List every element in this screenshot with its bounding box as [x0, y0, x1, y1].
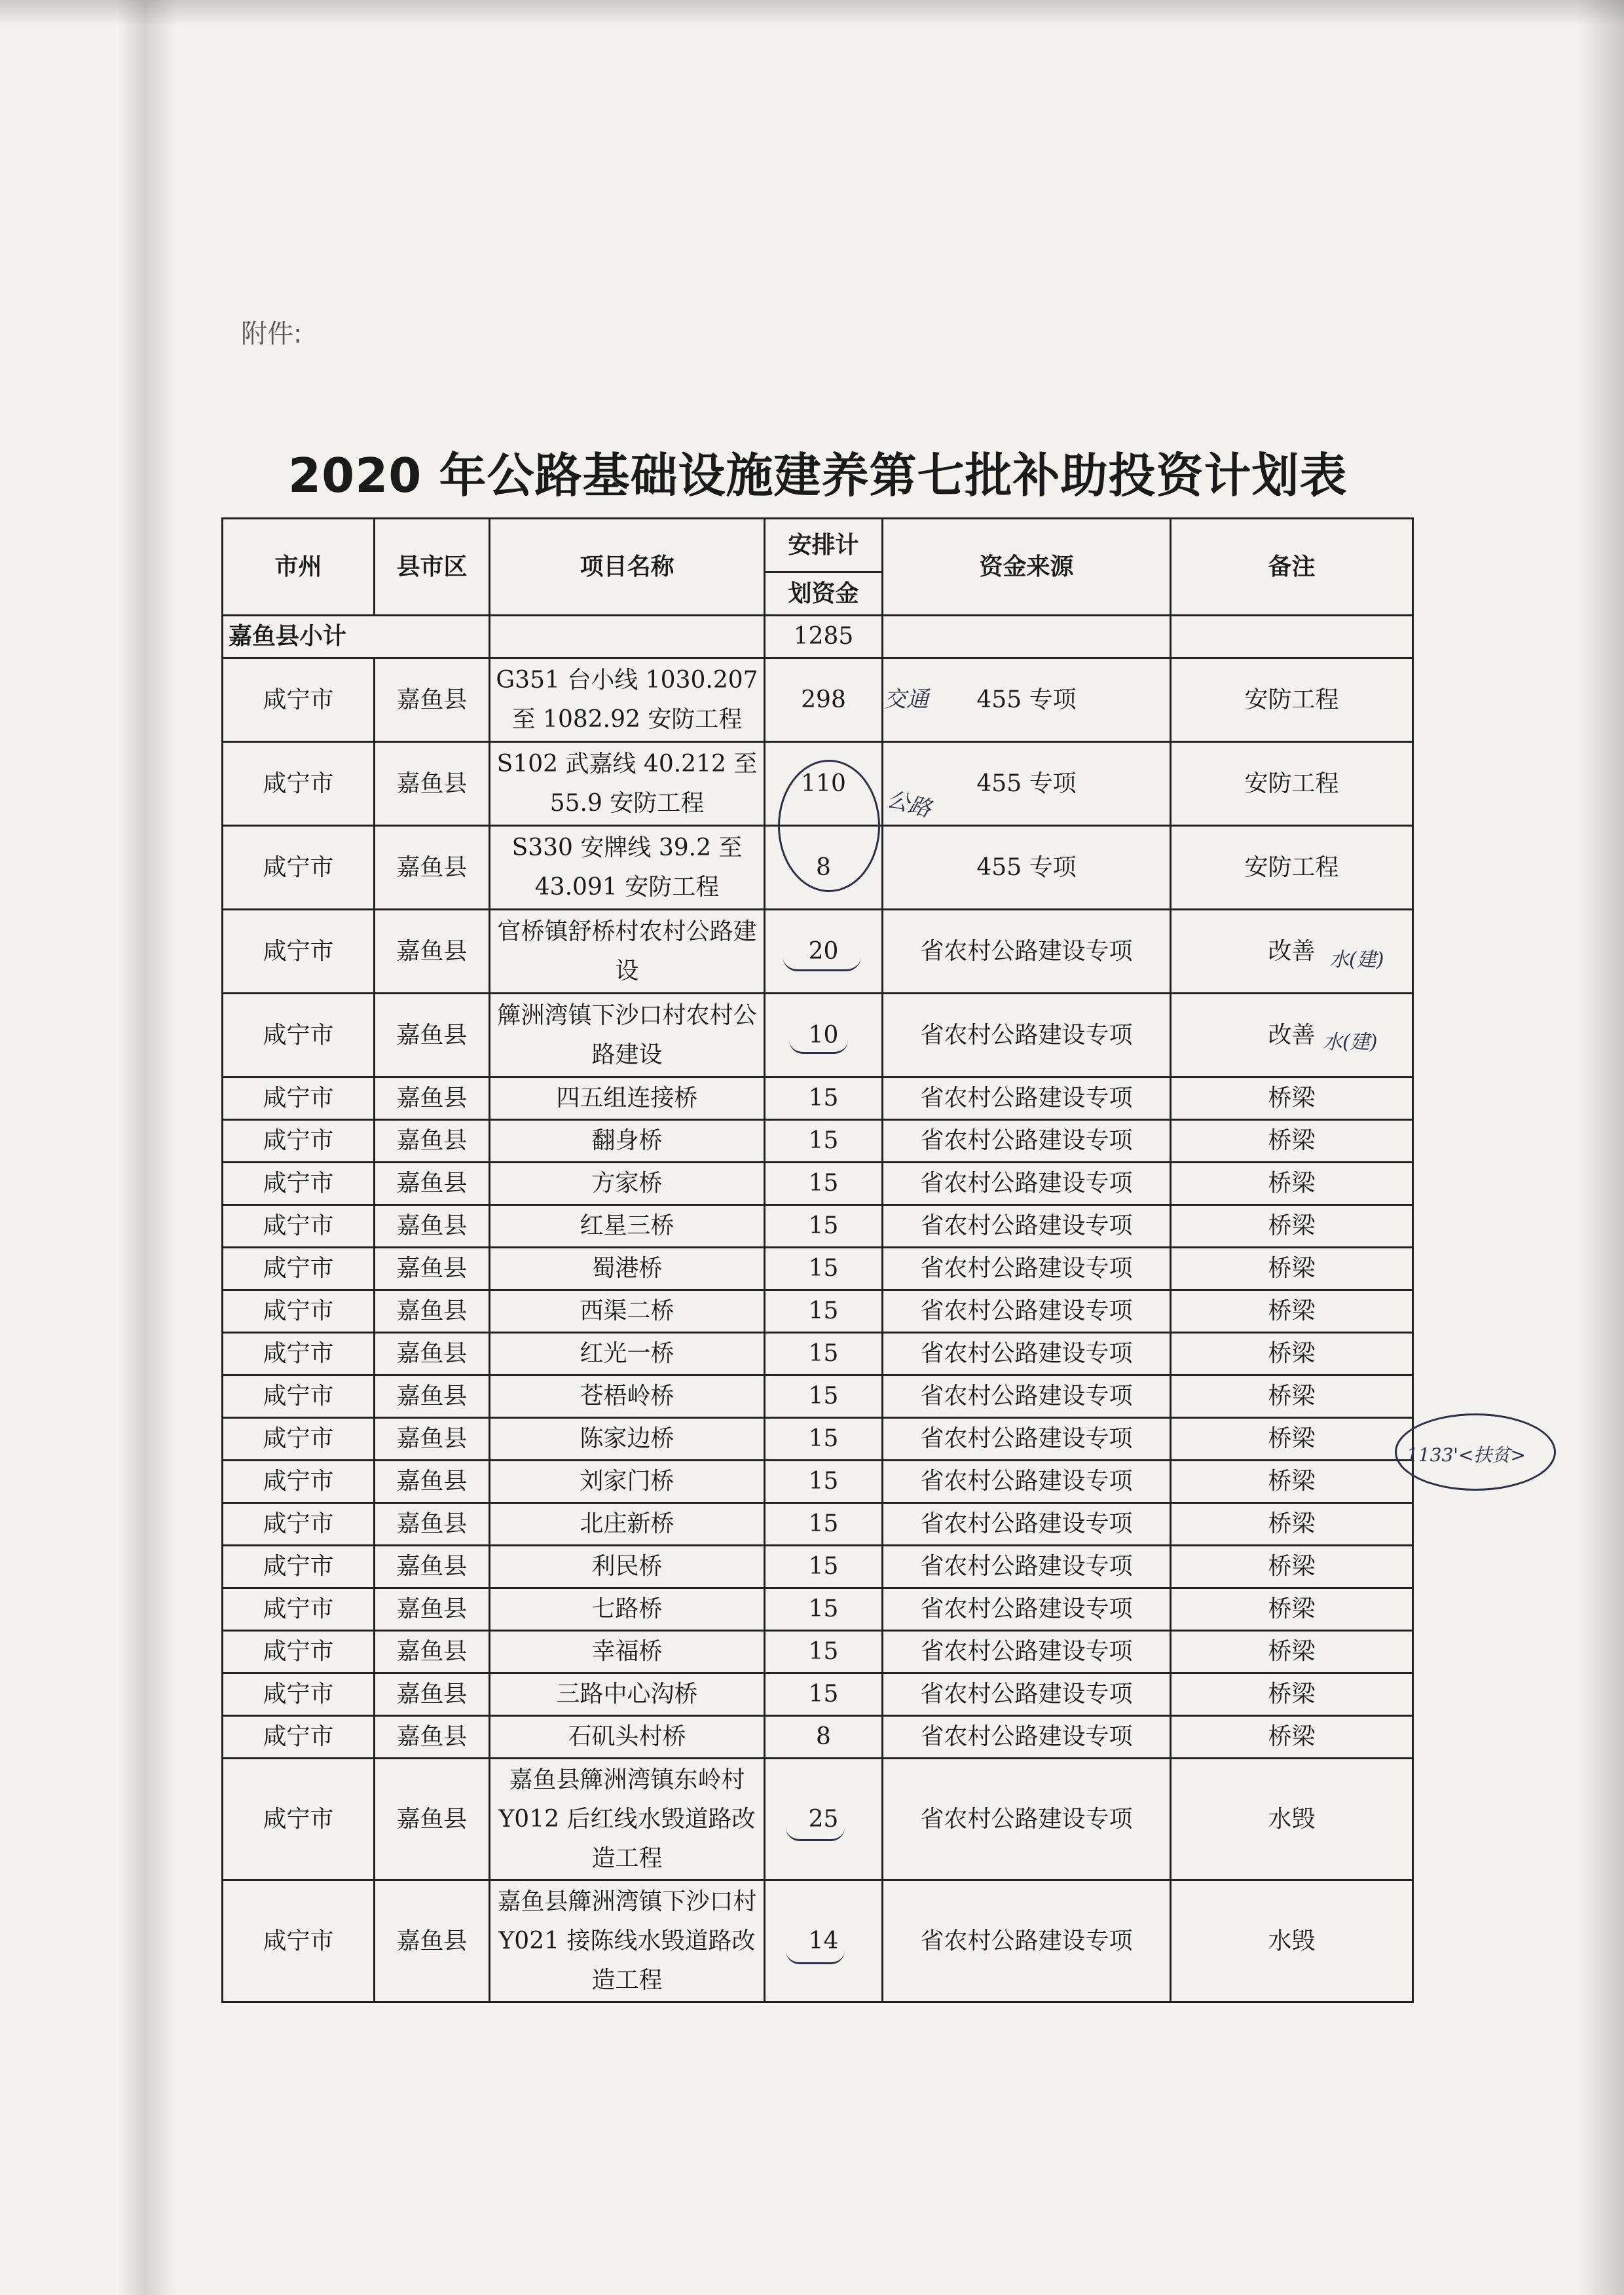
cell-remark: 桥梁	[1171, 1461, 1413, 1503]
table-row	[223, 1120, 1413, 1163]
header-county: 县市区	[375, 519, 490, 616]
cell-project: 苍梧岭桥	[490, 1375, 765, 1418]
cell-county: 嘉鱼县	[375, 1588, 490, 1631]
cell-source: 省农村公路建设专项	[883, 1205, 1171, 1248]
cell-source: 省农村公路建设专项	[883, 1077, 1171, 1120]
cell-source: 省农村公路建设专项	[883, 1880, 1171, 2002]
subtotal-label: 嘉鱼县小计	[223, 616, 490, 658]
cell-remark: 桥梁	[1171, 1248, 1413, 1290]
cell-city: 咸宁市	[223, 1120, 375, 1163]
cell-amount: 8	[765, 826, 883, 910]
cell-amount: 25	[765, 1759, 883, 1880]
cell-remark: 安防工程	[1171, 658, 1413, 742]
cell-amount: 15	[765, 1588, 883, 1631]
cell-project: 嘉鱼县簰洲湾镇下沙口村 Y021 接陈线水毁道路改造工程	[490, 1880, 765, 2002]
cell-remark: 水毁	[1171, 1880, 1413, 2002]
cell-amount: 15	[765, 1461, 883, 1503]
investment-plan-table	[221, 517, 1414, 2003]
table-row	[223, 1880, 1413, 2002]
cell-remark: 桥梁	[1171, 1120, 1413, 1163]
cell-county: 嘉鱼县	[375, 1290, 490, 1333]
cell-remark: 桥梁	[1171, 1631, 1413, 1673]
cell-source: 省农村公路建设专项	[883, 1631, 1171, 1673]
subtotal-amount: 1285	[765, 616, 883, 658]
cell-amount: 15	[765, 1077, 883, 1120]
cell-city: 咸宁市	[223, 658, 375, 742]
cell-project: S102 武嘉线 40.212 至 55.9 安防工程	[490, 742, 765, 826]
cell-city: 咸宁市	[223, 1461, 375, 1503]
cell-project: 利民桥	[490, 1546, 765, 1588]
cell-city: 咸宁市	[223, 1375, 375, 1418]
table-row	[223, 1631, 1413, 1673]
table-row	[223, 1546, 1413, 1588]
handwritten-underline-20	[783, 956, 861, 971]
table-row	[223, 1248, 1413, 1290]
cell-project: 西渠二桥	[490, 1290, 765, 1333]
handwritten-note-row1: 交通	[884, 686, 929, 713]
cell-county: 嘉鱼县	[375, 658, 490, 742]
cell-county: 嘉鱼县	[375, 1205, 490, 1248]
cell-source: 455 专项	[883, 742, 1171, 826]
cell-county: 嘉鱼县	[375, 826, 490, 910]
cell-remark: 桥梁	[1171, 1163, 1413, 1205]
header-project: 项目名称	[490, 519, 765, 616]
table-row	[223, 1759, 1413, 1880]
cell-source: 省农村公路建设专项	[883, 1503, 1171, 1546]
cell-remark: 桥梁	[1171, 1673, 1413, 1716]
cell-city: 咸宁市	[223, 1418, 375, 1461]
cell-amount: 15	[765, 1163, 883, 1205]
cell-project: S330 安牌线 39.2 至 43.091 安防工程	[490, 826, 765, 910]
scan-shadow-right	[1578, 0, 1624, 2295]
cell-source: 省农村公路建设专项	[883, 1759, 1171, 1880]
cell-county: 嘉鱼县	[375, 1546, 490, 1588]
handwritten-margin-note: 1133'<扶贫>	[1407, 1444, 1526, 1466]
header-city: 市州	[223, 519, 375, 616]
cell-amount: 8	[765, 1716, 883, 1759]
cell-remark: 水毁	[1171, 1759, 1413, 1880]
cell-amount: 15	[765, 1205, 883, 1248]
cell-project: 北庄新桥	[490, 1503, 765, 1546]
table-row	[223, 1163, 1413, 1205]
cell-county: 嘉鱼县	[375, 1418, 490, 1461]
cell-city: 咸宁市	[223, 1333, 375, 1375]
cell-project: 红光一桥	[490, 1333, 765, 1375]
attachment-label: 附件:	[241, 319, 303, 349]
cell-city: 咸宁市	[223, 1673, 375, 1716]
cell-city: 咸宁市	[223, 1546, 375, 1588]
cell-city: 咸宁市	[223, 1716, 375, 1759]
cell-remark: 桥梁	[1171, 1418, 1413, 1461]
scan-shadow-left	[118, 0, 177, 2295]
cell-project: 石矶头村桥	[490, 1716, 765, 1759]
table-row	[223, 1333, 1413, 1375]
cell-source: 省农村公路建设专项	[883, 1375, 1171, 1418]
cell-city: 咸宁市	[223, 1248, 375, 1290]
cell-remark: 桥梁	[1171, 1077, 1413, 1120]
cell-remark: 桥梁	[1171, 1716, 1413, 1759]
cell-source: 455 专项	[883, 826, 1171, 910]
table-row	[223, 1716, 1413, 1759]
cell-remark: 桥梁	[1171, 1546, 1413, 1588]
cell-city: 咸宁市	[223, 910, 375, 994]
cell-remark: 桥梁	[1171, 1588, 1413, 1631]
cell-county: 嘉鱼县	[375, 994, 490, 1077]
table-row	[223, 1503, 1413, 1546]
cell-amount: 110	[765, 742, 883, 826]
cell-amount: 15	[765, 1290, 883, 1333]
cell-project: 官桥镇舒桥村农村公路建设	[490, 910, 765, 994]
cell-county: 嘉鱼县	[375, 1163, 490, 1205]
handwritten-underline-25	[786, 1827, 845, 1841]
handwritten-circle	[778, 760, 880, 892]
cell-source: 省农村公路建设专项	[883, 1673, 1171, 1716]
handwritten-note-remark4: 水(建)	[1329, 948, 1384, 971]
cell-county: 嘉鱼县	[375, 1880, 490, 2002]
cell-amount: 15	[765, 1546, 883, 1588]
cell-county: 嘉鱼县	[375, 1333, 490, 1375]
cell-city: 咸宁市	[223, 742, 375, 826]
cell-amount: 15	[765, 1418, 883, 1461]
cell-source: 省农村公路建设专项	[883, 1163, 1171, 1205]
cell-source: 省农村公路建设专项	[883, 1290, 1171, 1333]
handwritten-underline-10	[789, 1040, 848, 1054]
cell-project: 幸福桥	[490, 1631, 765, 1673]
cell-project: 三路中心沟桥	[490, 1673, 765, 1716]
cell-remark: 桥梁	[1171, 1503, 1413, 1546]
table-row	[223, 1290, 1413, 1333]
cell-city: 咸宁市	[223, 1290, 375, 1333]
cell-source: 省农村公路建设专项	[883, 1418, 1171, 1461]
handwritten-note-row2: 公路	[884, 785, 934, 823]
cell-project: 方家桥	[490, 1163, 765, 1205]
cell-amount: 15	[765, 1248, 883, 1290]
subtotal-empty-source	[883, 616, 1171, 658]
cell-project: 蜀港桥	[490, 1248, 765, 1290]
cell-county: 嘉鱼县	[375, 1716, 490, 1759]
cell-county: 嘉鱼县	[375, 1248, 490, 1290]
scan-shadow-top	[0, 0, 1624, 26]
cell-source: 省农村公路建设专项	[883, 994, 1171, 1077]
table-row	[223, 994, 1413, 1077]
table-row	[223, 1077, 1413, 1120]
handwritten-note-remark5: 水(建)	[1323, 1031, 1378, 1054]
cell-source: 455 专项	[883, 658, 1171, 742]
header-row	[223, 519, 1413, 572]
cell-remark: 改善	[1171, 910, 1413, 994]
document-title: 2020 年公路基础设施建养第七批补助投资计划表	[288, 448, 1348, 503]
cell-amount: 15	[765, 1375, 883, 1418]
cell-remark: 桥梁	[1171, 1205, 1413, 1248]
table-row	[223, 1461, 1413, 1503]
cell-county: 嘉鱼县	[375, 742, 490, 826]
cell-city: 咸宁市	[223, 826, 375, 910]
cell-county: 嘉鱼县	[375, 1120, 490, 1163]
handwritten-underline-14	[786, 1950, 845, 1964]
table-row	[223, 1673, 1413, 1716]
cell-county: 嘉鱼县	[375, 1461, 490, 1503]
cell-project: 红星三桥	[490, 1205, 765, 1248]
header-amount-line1: 安排计	[765, 519, 883, 572]
cell-source: 省农村公路建设专项	[883, 1461, 1171, 1503]
cell-county: 嘉鱼县	[375, 1673, 490, 1716]
cell-city: 咸宁市	[223, 1163, 375, 1205]
cell-source: 省农村公路建设专项	[883, 1588, 1171, 1631]
table-row	[223, 1588, 1413, 1631]
cell-amount: 15	[765, 1120, 883, 1163]
cell-remark: 桥梁	[1171, 1375, 1413, 1418]
cell-amount: 10	[765, 994, 883, 1077]
cell-remark: 桥梁	[1171, 1290, 1413, 1333]
cell-project: 四五组连接桥	[490, 1077, 765, 1120]
cell-county: 嘉鱼县	[375, 910, 490, 994]
cell-project: 嘉鱼县簰洲湾镇东岭村 Y012 后红线水毁道路改造工程	[490, 1759, 765, 1880]
table-row	[223, 1375, 1413, 1418]
cell-project: 刘家门桥	[490, 1461, 765, 1503]
table-row	[223, 1205, 1413, 1248]
cell-remark: 安防工程	[1171, 742, 1413, 826]
cell-project: 七路桥	[490, 1588, 765, 1631]
cell-source: 省农村公路建设专项	[883, 1120, 1171, 1163]
subtotal-row	[223, 616, 1413, 658]
cell-city: 咸宁市	[223, 1503, 375, 1546]
header-amount-line2: 划资金	[765, 572, 883, 616]
cell-city: 咸宁市	[223, 1759, 375, 1880]
cell-city: 咸宁市	[223, 1077, 375, 1120]
cell-source: 省农村公路建设专项	[883, 1716, 1171, 1759]
cell-remark: 桥梁	[1171, 1333, 1413, 1375]
cell-city: 咸宁市	[223, 1631, 375, 1673]
cell-source: 省农村公路建设专项	[883, 1248, 1171, 1290]
cell-amount: 298	[765, 658, 883, 742]
table-row	[223, 910, 1413, 994]
subtotal-empty-project	[490, 616, 765, 658]
cell-amount: 15	[765, 1631, 883, 1673]
cell-amount: 15	[765, 1333, 883, 1375]
cell-city: 咸宁市	[223, 1588, 375, 1631]
cell-source: 省农村公路建设专项	[883, 1333, 1171, 1375]
cell-city: 咸宁市	[223, 1880, 375, 2002]
cell-county: 嘉鱼县	[375, 1077, 490, 1120]
cell-project: G351 台小线 1030.207 至 1082.92 安防工程	[490, 658, 765, 742]
cell-amount: 15	[765, 1503, 883, 1546]
cell-amount: 15	[765, 1673, 883, 1716]
header-remark: 备注	[1171, 519, 1413, 616]
cell-project: 翻身桥	[490, 1120, 765, 1163]
cell-project: 簰洲湾镇下沙口村农村公路建设	[490, 994, 765, 1077]
table-row	[223, 658, 1413, 742]
cell-amount: 20	[765, 910, 883, 994]
cell-county: 嘉鱼县	[375, 1503, 490, 1546]
cell-project: 陈家边桥	[490, 1418, 765, 1461]
subtotal-empty-remark	[1171, 616, 1413, 658]
cell-amount: 14	[765, 1880, 883, 2002]
cell-source: 省农村公路建设专项	[883, 1546, 1171, 1588]
header-source: 资金来源	[883, 519, 1171, 616]
cell-remark: 安防工程	[1171, 826, 1413, 910]
cell-county: 嘉鱼县	[375, 1759, 490, 1880]
table-row	[223, 1418, 1413, 1461]
cell-city: 咸宁市	[223, 1205, 375, 1248]
cell-remark: 改善	[1171, 994, 1413, 1077]
cell-county: 嘉鱼县	[375, 1631, 490, 1673]
cell-city: 咸宁市	[223, 994, 375, 1077]
cell-source: 省农村公路建设专项	[883, 910, 1171, 994]
cell-county: 嘉鱼县	[375, 1375, 490, 1418]
